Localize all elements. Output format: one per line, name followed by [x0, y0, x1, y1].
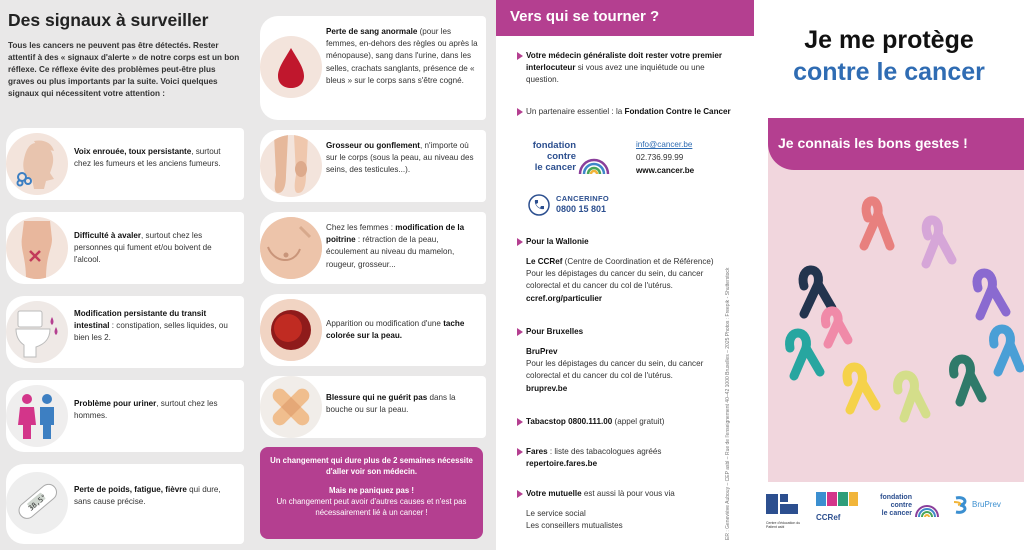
fcc-logo-small: fondation contre le cancer [872, 494, 942, 518]
cancerinfo-badge: CANCERINFO 0800 15 801 [528, 194, 628, 218]
ccref-link[interactable]: ccref.org/particulier [526, 293, 603, 303]
toilet-icon [6, 301, 68, 363]
bruprev-logo-icon [952, 494, 970, 516]
arrow-icon [517, 448, 523, 456]
signal-card-swallow [6, 212, 244, 284]
blood-drop-icon [260, 36, 322, 98]
signal-card-urine [6, 380, 244, 452]
section-bruxelles: Pour Bruxelles [526, 326, 736, 338]
signal-card-transit [6, 296, 244, 368]
intro-text: Tous les cancers ne peuvent pas être détectés. Rester attentif à des « signaux d'alerte » de notre corps est un bon réflexe. Ce réflexe évite des problèmes peut-être plus graves ou plus importants par la suite. Voici quelques signaux qui nécessitent votre attention : [8, 41, 240, 98]
legs-swelling-icon [260, 135, 322, 197]
cough-icon [6, 133, 68, 195]
alert-line-1: Un changement qui dure plus de 2 semaines nécessite d'aller voir son médecin. [270, 456, 473, 476]
bandage-icon [260, 376, 322, 438]
breast-icon [260, 217, 322, 279]
signal-card-lump [260, 130, 486, 202]
alert-line-3: Un changement peut avoir d'autres causes et n'est pas nécessairement lié à un cancer ! [276, 497, 467, 517]
section-wallonie: Pour la Wallonie [526, 236, 736, 248]
alert-box [260, 447, 483, 539]
arrow-icon [517, 238, 523, 246]
arrow-icon [517, 108, 523, 116]
panel-signals-2 [248, 0, 496, 550]
arrow-icon [517, 490, 523, 498]
signal-text: Voix enrouée, toux persistante, surtout chez les fumeurs et les anciens fumeurs. [74, 147, 221, 169]
signal-text: Problème pour uriner, surtout chez les hommes. [74, 399, 218, 421]
arrow-icon [517, 52, 523, 60]
email-link[interactable]: info@cancer.be [636, 140, 693, 149]
ribbons-photo [768, 118, 1024, 482]
fcc-contact [636, 138, 694, 177]
signal-text: Modification persistante du transit intestinal : constipation, selles liquides, ou bien les 2. [74, 309, 228, 343]
cover-title-line-2: contre le cancer [793, 58, 985, 86]
phone-number: 02.736.99.99 [636, 153, 684, 162]
website-link[interactable]: www.cancer.be [636, 166, 695, 175]
signal-card-weight [6, 464, 244, 544]
signal-card-blood [260, 16, 486, 120]
ccref-logo: CCRef [816, 492, 864, 522]
section-doctor: Votre médecin généraliste doit rester votre premier interlocuteur si vous avez une inquiétude ou une question. [526, 50, 736, 87]
signal-text: Perte de poids, fatigue, fièvre qui dure, sans cause précise. [74, 485, 221, 507]
signal-text: Perte de sang anormale (pour les femmes, en-dehors des règles ou après la ménopause), sang dans l'urine, dans les selles, crachats sanglants, présence de « bleus » sur le corps sans s'être cogné. [326, 27, 478, 85]
contacts-title: Vers qui se tourner ? [510, 8, 660, 25]
ccref-logo-icon [816, 492, 858, 508]
throat-icon [6, 217, 68, 279]
section-fcc: Un partenaire essentiel : la Fondation Contre le Cancer [526, 106, 736, 118]
restroom-icon [6, 385, 68, 447]
rainbow-icon [914, 498, 940, 518]
awareness-ribbons-image [768, 118, 1024, 482]
arrow-icon [517, 328, 523, 336]
arrow-icon [517, 418, 523, 426]
bruprev-block: BruPrev Pour les dépistages du cancer du sein, du cancer colorectal et du cancer du col de l'utérus. bruprev.be [526, 347, 704, 393]
ccref-block: Le CCRef (Centre de Coordination et de Référence) Pour les dépistages du cancer du sein, du cancer colorectal et du cancer du col de l'utérus. ccref.org/particulier [526, 257, 714, 303]
credits-text: ER : Geneviève Aubouy – CEP asbl – Rue de l'enseignement 40–42 1000 Bruxelles – 2025 Photos : Freepik - Shutterstock [725, 267, 731, 540]
panel-title: Des signaux à surveiller [8, 10, 209, 30]
rainbow-icon [576, 146, 612, 176]
partner-logos: Centre d'éducation du Patient asbl CCRef fondation contre le cancer BruPrev [766, 494, 1001, 529]
thermometer-icon [6, 472, 68, 534]
fcc-logo: fondation contre le cancer [524, 140, 614, 182]
phone-icon [528, 194, 550, 216]
contacts-header [496, 0, 754, 36]
alert-line-2: Mais ne paniquez pas ! [329, 486, 414, 495]
cover-band [768, 118, 1024, 170]
bruprev-link[interactable]: bruprev.be [526, 383, 568, 393]
signal-card-skin-spot [260, 294, 486, 366]
fares-link[interactable]: repertoire.fares.be [526, 459, 598, 469]
section-fares: Fares : liste des tabacologues agréés repertoire.fares.be [526, 446, 736, 470]
panel-signals-1 [0, 0, 248, 550]
section-mutuelle: Votre mutuelle est aussi là pour vous via Le service social Les conseillers mutualistes [526, 488, 736, 533]
signal-text: Blessure qui ne guérit pas dans la bouche ou sur la peau. [326, 393, 456, 415]
svg-text:38,5°: 38,5° [26, 492, 49, 513]
signal-text: Grosseur ou gonflement, n'importe où sur le corps (sous la peau, au niveau des seins, des testicules...). [326, 141, 474, 175]
signal-text: Apparition ou modification d'une tache colorée sur la peau. [326, 319, 465, 341]
section-tabacstop: Tabacstop 0800.111.00 (appel gratuit) [526, 416, 736, 428]
cep-logo: Centre d'éducation du Patient asbl [766, 492, 806, 529]
signal-card-wound [260, 376, 486, 438]
cover-band-text: Je connais les bons gestes ! [778, 135, 968, 151]
cover-title-line-1: Je me protège [804, 26, 974, 54]
panel-contacts [496, 0, 754, 550]
cep-logo-icon [766, 492, 798, 516]
skin-spot-icon [260, 299, 322, 361]
signal-card-breast [260, 212, 486, 284]
panel-cover [754, 0, 1024, 550]
signal-text: Chez les femmes : modification de la poitrine : rétraction de la peau, écoulement au niveau du mamelon, rougeur, grosseur... [326, 223, 465, 269]
signal-card-voice [6, 128, 244, 200]
signal-text: Difficulté à avaler, surtout chez les personnes qui fument et/ou boivent de l'alcool. [74, 231, 212, 265]
